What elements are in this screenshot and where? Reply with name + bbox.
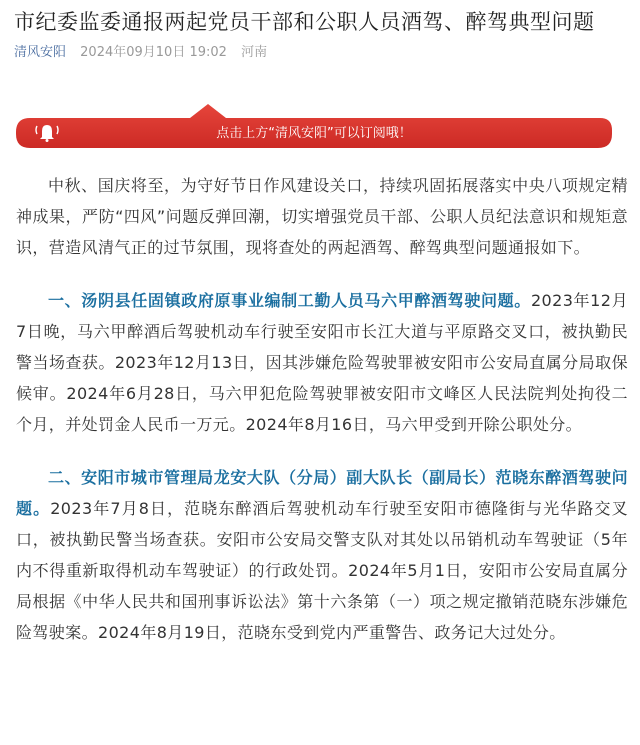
intro-paragraph: 中秋、国庆将至，为守好节日作风建设关口，持续巩固拓展落实中央八项规定精神成果，严防“四风”问题反弹回潮，切实增强党员干部、公职人员纪法意识和规矩意识，营造风清气正的过节氛围，现将查处的两起酒驾、醉驾典型问题通报如下。 — [16, 176, 628, 257]
case-1-paragraph — [16, 285, 628, 440]
article-meta — [14, 44, 267, 62]
case-2-body: 2023年7月8日，范晓东醉酒后驾驶机动车行驶至安阳市德隆街与光华路交叉口，被执勤民警当场查获。安阳市公安局交警支队对其处以吊销机动车驾驶证（5年内不得重新取得机动车驾驶证）的行政处罚。2024年5月1日，安阳市公安局直属分局根据《中华人民共和国刑事诉讼法》第十六条第（一）项之规定撤销范晓东涉嫌危险驾驶案。2024年8月19日，范晓东受到党内严重警告、政务记大过处分。 — [16, 499, 628, 642]
case-1-heading: 一、汤阴县任固镇政府原事业编制工勤人员马六甲醉酒驾驶问题。 — [48, 291, 531, 310]
case-2-paragraph — [16, 462, 628, 648]
banner-text: 点击上方“清风安阳”可以订阅哦！ — [216, 126, 412, 141]
publish-datetime: 2024年09月10日 19:02 — [80, 45, 227, 60]
publish-location: 河南 — [241, 45, 268, 60]
account-link[interactable]: 清风安阳 — [14, 45, 67, 60]
article-title: 市纪委监委通报两起党员干部和公职人员酒驾、醉驾典型问题 — [14, 10, 595, 34]
case-1-body: 2023年12月7日晚，马六甲醉酒后驾驶机动车行驶至安阳市长江大道与平原路交叉口，被执勤民警当场查获。2023年12月13日，因其涉嫌危险驾驶罪被安阳市公安局直属分局取保候审。2024年6月28日，马六甲犯危险驾驶罪被安阳市文峰区人民法院判处拘役二个月，并处罚金人民币一万元。2024年8月16日，马六甲受到开除公职处分。 — [16, 291, 628, 434]
article-body — [16, 170, 628, 648]
subscribe-banner[interactable] — [16, 104, 612, 156]
case-2-heading: 二、安阳市城市管理局龙安大队（分局）副大队长（副局长）范晓东醉酒驾驶问题。 — [16, 468, 628, 518]
